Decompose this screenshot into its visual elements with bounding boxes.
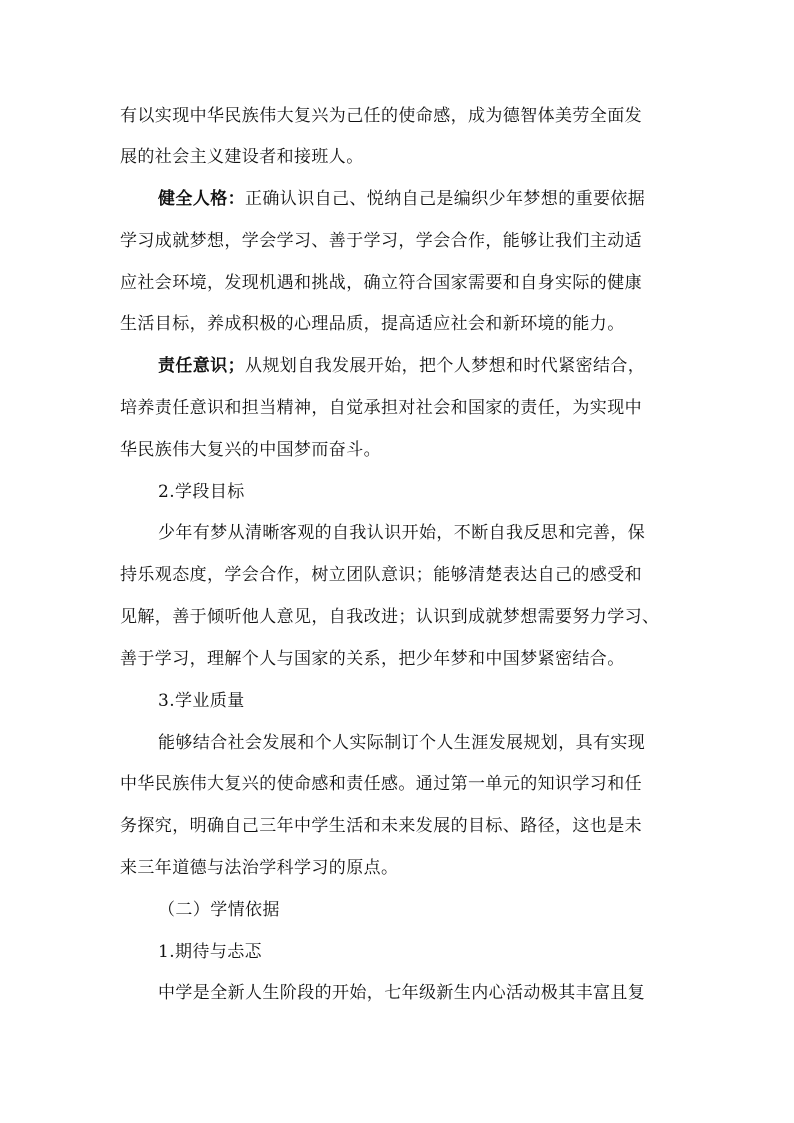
paragraph-line: 中华民族伟大复兴的使命感和责任感。通过第一单元的知识学习和任 xyxy=(120,774,642,794)
paragraph-line: 见解，善于倾听他人意见，自我改进；认识到成就梦想需要努力学习、 xyxy=(120,607,660,627)
paragraph-line: 应社会环境，发现机遇和挑战，确立符合国家需要和自身实际的健康 xyxy=(120,273,642,293)
heading-learning-basis: （二）学情依据 xyxy=(158,900,280,920)
paragraph-line: 学习成就梦想，学会学习、善于学习，学会合作，能够让我们主动适 xyxy=(120,231,642,251)
paragraph-text: 从规划自我发展开始，把个人梦想和时代紧密结合， xyxy=(245,356,646,376)
section-label-personality: 健全人格： xyxy=(158,189,245,209)
paragraph-line: 中学是全新人生阶段的开始，七年级新生内心活动极其丰富且复 xyxy=(158,983,646,1003)
paragraph-line: 持乐观态度，学会合作，树立团队意识；能够清楚表达自己的感受和 xyxy=(120,565,642,585)
paragraph-line xyxy=(158,188,718,210)
heading-expectation: 1.期待与忐忑 xyxy=(158,942,263,962)
paragraph-line: 华民族伟大复兴的中国梦而奋斗。 xyxy=(120,440,381,460)
paragraph-line xyxy=(158,355,718,377)
paragraph-line: 善于学习，理解个人与国家的关系，把少年梦和中国梦紧密结合。 xyxy=(120,649,625,669)
paragraph-line: 有以实现中华民族伟大复兴为己任的使命感，成为德智体美劳全面发 xyxy=(120,106,642,126)
heading-academic-quality: 3.学业质量 xyxy=(158,691,245,711)
paragraph-text: 正确认识自己、悦纳自己是编织少年梦想的重要依据 xyxy=(245,189,646,209)
paragraph-line: 少年有梦从清晰客观的自我认识开始，不断自我反思和完善，保 xyxy=(158,523,646,543)
heading-stage-goals: 2.学段目标 xyxy=(158,482,245,502)
paragraph-line: 生活目标，养成积极的心理品质，提高适应社会和新环境的能力。 xyxy=(120,314,625,334)
paragraph-line: 培养责任意识和担当精神，自觉承担对社会和国家的责任，为实现中 xyxy=(120,398,642,418)
section-label-responsibility: 责任意识； xyxy=(158,356,245,376)
paragraph-line: 展的社会主义建设者和接班人。 xyxy=(120,147,364,167)
paragraph-line: 能够结合社会发展和个人实际制订个人生涯发展规划，具有实现 xyxy=(158,733,646,753)
paragraph-line: 来三年道德与法治学科学习的原点。 xyxy=(120,858,399,878)
paragraph-line: 务探究，明确自己三年中学生活和未来发展的目标、路径，这也是未 xyxy=(120,816,642,836)
